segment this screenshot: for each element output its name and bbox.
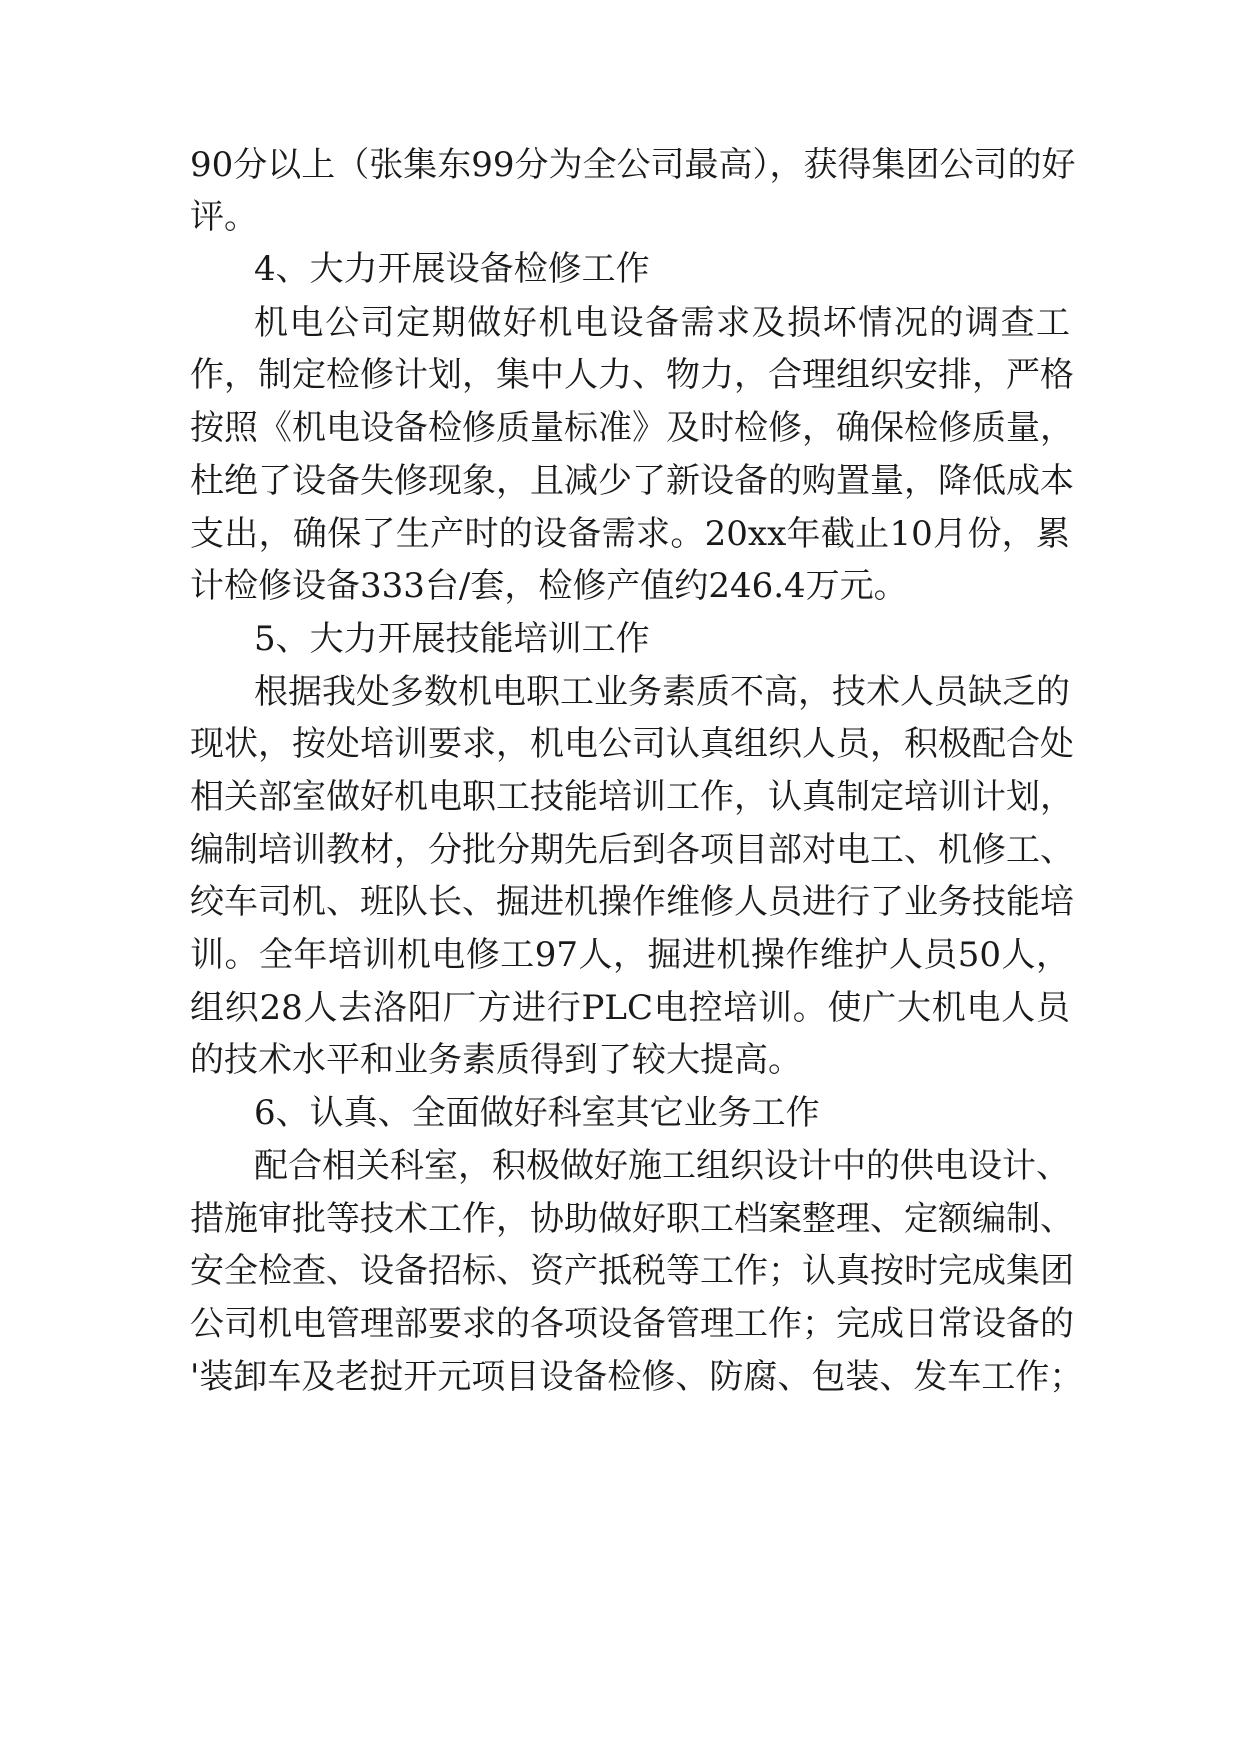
paragraph-line: 按照《机电设备检修质量标准》及时检修，确保检修质量， [190,408,1074,448]
paragraph-line: 安全检查、设备招标、资产抵税等工作；认真按时完成集团 [190,1251,1074,1291]
paragraph-line: 组织28人去洛阳厂方进行PLC电控培训。使广大机电人员 [190,988,1070,1028]
paragraph-line: 根据我处多数机电职工业务素质不高，技术人员缺乏的 [254,672,1070,712]
paragraph-line: 公司机电管理部要求的各项设备管理工作；完成日常设备的 [190,1304,1074,1344]
paragraph-line: 机电公司定期做好机电设备需求及损坏情况的调查工 [254,303,1070,343]
section-heading: 6、认真、全面做好科室其它业务工作 [254,1093,820,1133]
paragraph-line: 90分以上（张集东99分为全公司最高），获得集团公司的好 [190,145,1076,185]
paragraph-line: 相关部室做好机电职工技能培训工作，认真制定培训计划， [190,777,1074,817]
paragraph-line: 杜绝了设备失修现象，且减少了新设备的购置量，降低成本 [190,461,1074,501]
paragraph-line: 训。全年培训机电修工97人，掘进机操作维护人员50人， [190,935,1070,975]
section-heading: 5、大力开展技能培训工作 [254,619,650,659]
paragraph-line: 配合相关科室，积极做好施工组织设计中的供电设计、 [254,1146,1070,1186]
paragraph-line: 计检修设备333台/套，检修产值约246.4万元。 [190,566,908,606]
paragraph-line: 支出，确保了生产时的设备需求。20xx年截止10月份，累 [190,514,1070,554]
paragraph-line: 评。 [190,197,258,237]
paragraph-line: 编制培训教材，分批分期先后到各项目部对电工、机修工、 [190,830,1074,870]
paragraph-line: 措施审批等技术工作，协助做好职工档案整理、定额编制、 [190,1199,1074,1239]
paragraph-line: 绞车司机、班队长、掘进机操作维修人员进行了业务技能培 [190,882,1074,922]
paragraph-line: '装卸车及老挝开元项目设备检修、防腐、包装、发车工作； [190,1357,1084,1397]
paragraph-line: 的技术水平和业务素质得到了较大提高。 [190,1040,802,1080]
paragraph-line: 作，制定检修计划，集中人力、物力，合理组织安排，严格 [190,355,1074,395]
paragraph-line: 现状，按处培训要求，机电公司认真组织人员，积极配合处 [190,724,1074,764]
section-heading: 4、大力开展设备检修工作 [254,249,650,289]
